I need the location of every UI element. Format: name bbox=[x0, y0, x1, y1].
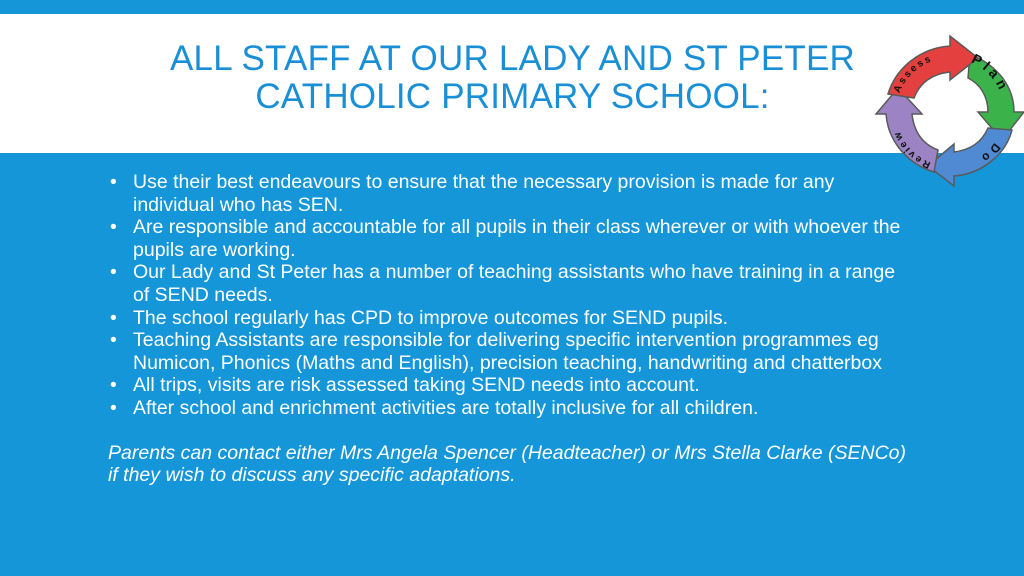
assess-plan-do-review-cycle-icon bbox=[874, 32, 1024, 192]
top-strip bbox=[0, 0, 1024, 14]
assess-label: Assess bbox=[891, 53, 933, 95]
bullet-item: • Use their best endeavours to ensure that the necessary provision is made for any individual who has SEN. bbox=[108, 171, 908, 216]
bullet-item: • Are responsible and accountable for all pupils in their class wherever or with whoever the pupils are working. bbox=[108, 216, 908, 261]
slide-title bbox=[110, 40, 915, 116]
bullet-item: • Our Lady and St Peter has a number of teaching assistants who have training in a range of SEND needs. bbox=[108, 261, 908, 306]
parents-contact-note: Parents can contact either Mrs Angela Spencer (Headteacher) or Mrs Stella Clarke (SENCo) if they wish to discuss any specific adaptations. bbox=[108, 441, 907, 487]
slide-body bbox=[108, 171, 908, 487]
bullet-list bbox=[108, 171, 908, 420]
do-label: Do bbox=[978, 140, 1004, 166]
bullet-item: • The school regularly has CPD to improve outcomes for SEND pupils. bbox=[108, 307, 908, 330]
header-band bbox=[0, 14, 1024, 153]
bullet-item: • Teaching Assistants are responsible for delivering specific intervention programmes eg Numicon, Phonics (Maths and English), precision teaching, handwriting and chatterbox bbox=[108, 329, 908, 374]
bullet-item: • All trips, visits are risk assessed taking SEND needs into account. bbox=[108, 374, 908, 397]
title-line-2: CATHOLIC PRIMARY SCHOOL: bbox=[255, 77, 770, 116]
title-line-1: ALL STAFF AT OUR LADY AND ST PETER bbox=[170, 39, 855, 78]
bullet-item: • After school and enrichment activities are totally inclusive for all children. bbox=[108, 397, 908, 420]
plan-label: Plan bbox=[969, 50, 1012, 93]
review-label: Review bbox=[892, 129, 933, 170]
do-segment bbox=[928, 128, 1012, 186]
